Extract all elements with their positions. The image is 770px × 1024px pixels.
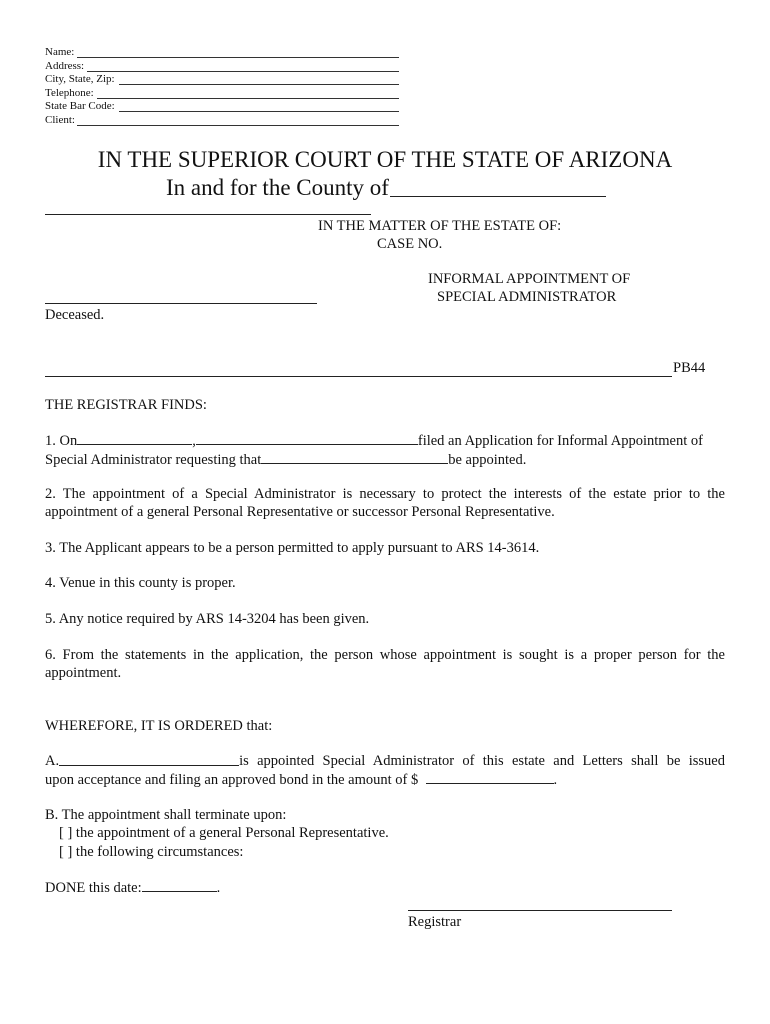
order-b-heading: B. The appointment shall terminate upon: bbox=[45, 807, 287, 823]
finding-3: 3. The Applicant appears to be a person permitted to apply pursuant to ARS 14-3614. bbox=[45, 540, 540, 556]
order-a-text: is appointed Special Administrator of this estate and Letters shall be issued bbox=[239, 753, 725, 769]
order-a-bond: upon acceptance and filing an approved bond in the amount of $ bbox=[45, 772, 419, 788]
matter-label: IN THE MATTER OF THE ESTATE OF: bbox=[318, 218, 562, 234]
address-line bbox=[87, 71, 399, 72]
finding-2-line-1: 2. The appointment of a Special Administrator is necessary to protect the interests of the estate prior to the bbox=[45, 486, 725, 502]
order-heading: WHEREFORE, IT IS ORDERED that: bbox=[45, 718, 273, 734]
address-label: Address: bbox=[45, 60, 85, 72]
client-line bbox=[77, 125, 399, 126]
caption-bottom-line bbox=[45, 376, 672, 377]
name-label: Name: bbox=[45, 46, 75, 58]
done-end: . bbox=[216, 880, 221, 896]
registrar-label: Registrar bbox=[408, 914, 462, 930]
address-field[interactable] bbox=[45, 60, 84, 73]
option-2-text: the following circumstances: bbox=[75, 844, 244, 860]
client-field[interactable] bbox=[45, 114, 75, 127]
applicant-fill[interactable] bbox=[196, 432, 418, 445]
finding-5: 5. Any notice required by ARS 14-3204 has been given. bbox=[45, 611, 370, 627]
order-a-line-1 bbox=[45, 753, 725, 770]
order-b-option-2[interactable] bbox=[59, 844, 243, 861]
city-state-zip-label: City, State, Zip: bbox=[45, 73, 115, 85]
case-no-label: CASE NO. bbox=[377, 236, 443, 252]
option-1-text: the appointment of a general Personal Representative. bbox=[75, 825, 389, 841]
registrar-signature-line[interactable] bbox=[408, 910, 672, 911]
state-bar-code-line bbox=[119, 111, 399, 112]
telephone-field[interactable] bbox=[45, 87, 94, 100]
finding-6-line-1: 6. From the statements in the application, the person whose appointment is sought is a proper person for the bbox=[45, 647, 725, 663]
finding-1-on: 1. On bbox=[45, 433, 78, 449]
state-bar-code-label: State Bar Code: bbox=[45, 100, 115, 112]
finding-1-filed: filed an Application for Informal Appointment of bbox=[417, 433, 703, 449]
county-fill-line[interactable] bbox=[390, 196, 606, 197]
deceased-name-line[interactable] bbox=[45, 303, 317, 304]
order-a-end: . bbox=[553, 772, 558, 788]
city-state-zip-line bbox=[119, 84, 399, 85]
county-line bbox=[166, 175, 389, 201]
order-b-option-1[interactable] bbox=[59, 825, 389, 842]
document-title-line-1: INFORMAL APPOINTMENT OF bbox=[428, 271, 631, 287]
form-code: PB44 bbox=[673, 360, 706, 376]
finding-4: 4. Venue in this county is proper. bbox=[45, 575, 236, 591]
deceased-label: Deceased. bbox=[45, 307, 105, 323]
nominee-fill[interactable] bbox=[261, 451, 448, 464]
option-2-checkbox[interactable]: [ ] bbox=[59, 844, 73, 860]
name-line bbox=[77, 57, 399, 58]
name-field[interactable] bbox=[45, 46, 74, 59]
finding-1-line-2 bbox=[45, 451, 526, 469]
done-label: DONE this date: bbox=[45, 880, 142, 896]
telephone-line bbox=[97, 98, 399, 99]
document-title-line-2: SPECIAL ADMINISTRATOR bbox=[437, 289, 617, 305]
finding-1-requesting: Special Administrator requesting that bbox=[45, 452, 262, 468]
finding-6-line-2: appointment. bbox=[45, 665, 122, 681]
administrator-fill[interactable] bbox=[59, 753, 239, 766]
findings-heading: THE REGISTRAR FINDS: bbox=[45, 397, 207, 413]
state-bar-code-field[interactable] bbox=[45, 100, 115, 113]
finding-1-comma: , bbox=[192, 433, 196, 449]
order-a-line-2 bbox=[45, 771, 557, 789]
bond-amount-fill[interactable] bbox=[426, 771, 554, 784]
county-label: In and for the County of bbox=[166, 175, 389, 200]
finding-1-appointed: be appointed. bbox=[448, 452, 527, 468]
option-1-checkbox[interactable]: [ ] bbox=[59, 825, 73, 841]
client-label: Client: bbox=[45, 114, 75, 126]
order-a-prefix: A. bbox=[45, 753, 60, 769]
done-date-fill[interactable] bbox=[142, 879, 217, 892]
city-state-zip-field[interactable] bbox=[45, 73, 115, 86]
done-date-line bbox=[45, 879, 220, 897]
finding-1-line-1 bbox=[45, 432, 703, 450]
finding-2-line-2: appointment of a general Personal Representative or successor Personal Representative. bbox=[45, 504, 555, 520]
estate-name-line[interactable] bbox=[45, 214, 371, 215]
telephone-label: Telephone: bbox=[45, 87, 94, 99]
court-title: IN THE SUPERIOR COURT OF THE STATE OF ARIZONA bbox=[97, 147, 673, 172]
date-fill[interactable] bbox=[77, 432, 192, 445]
